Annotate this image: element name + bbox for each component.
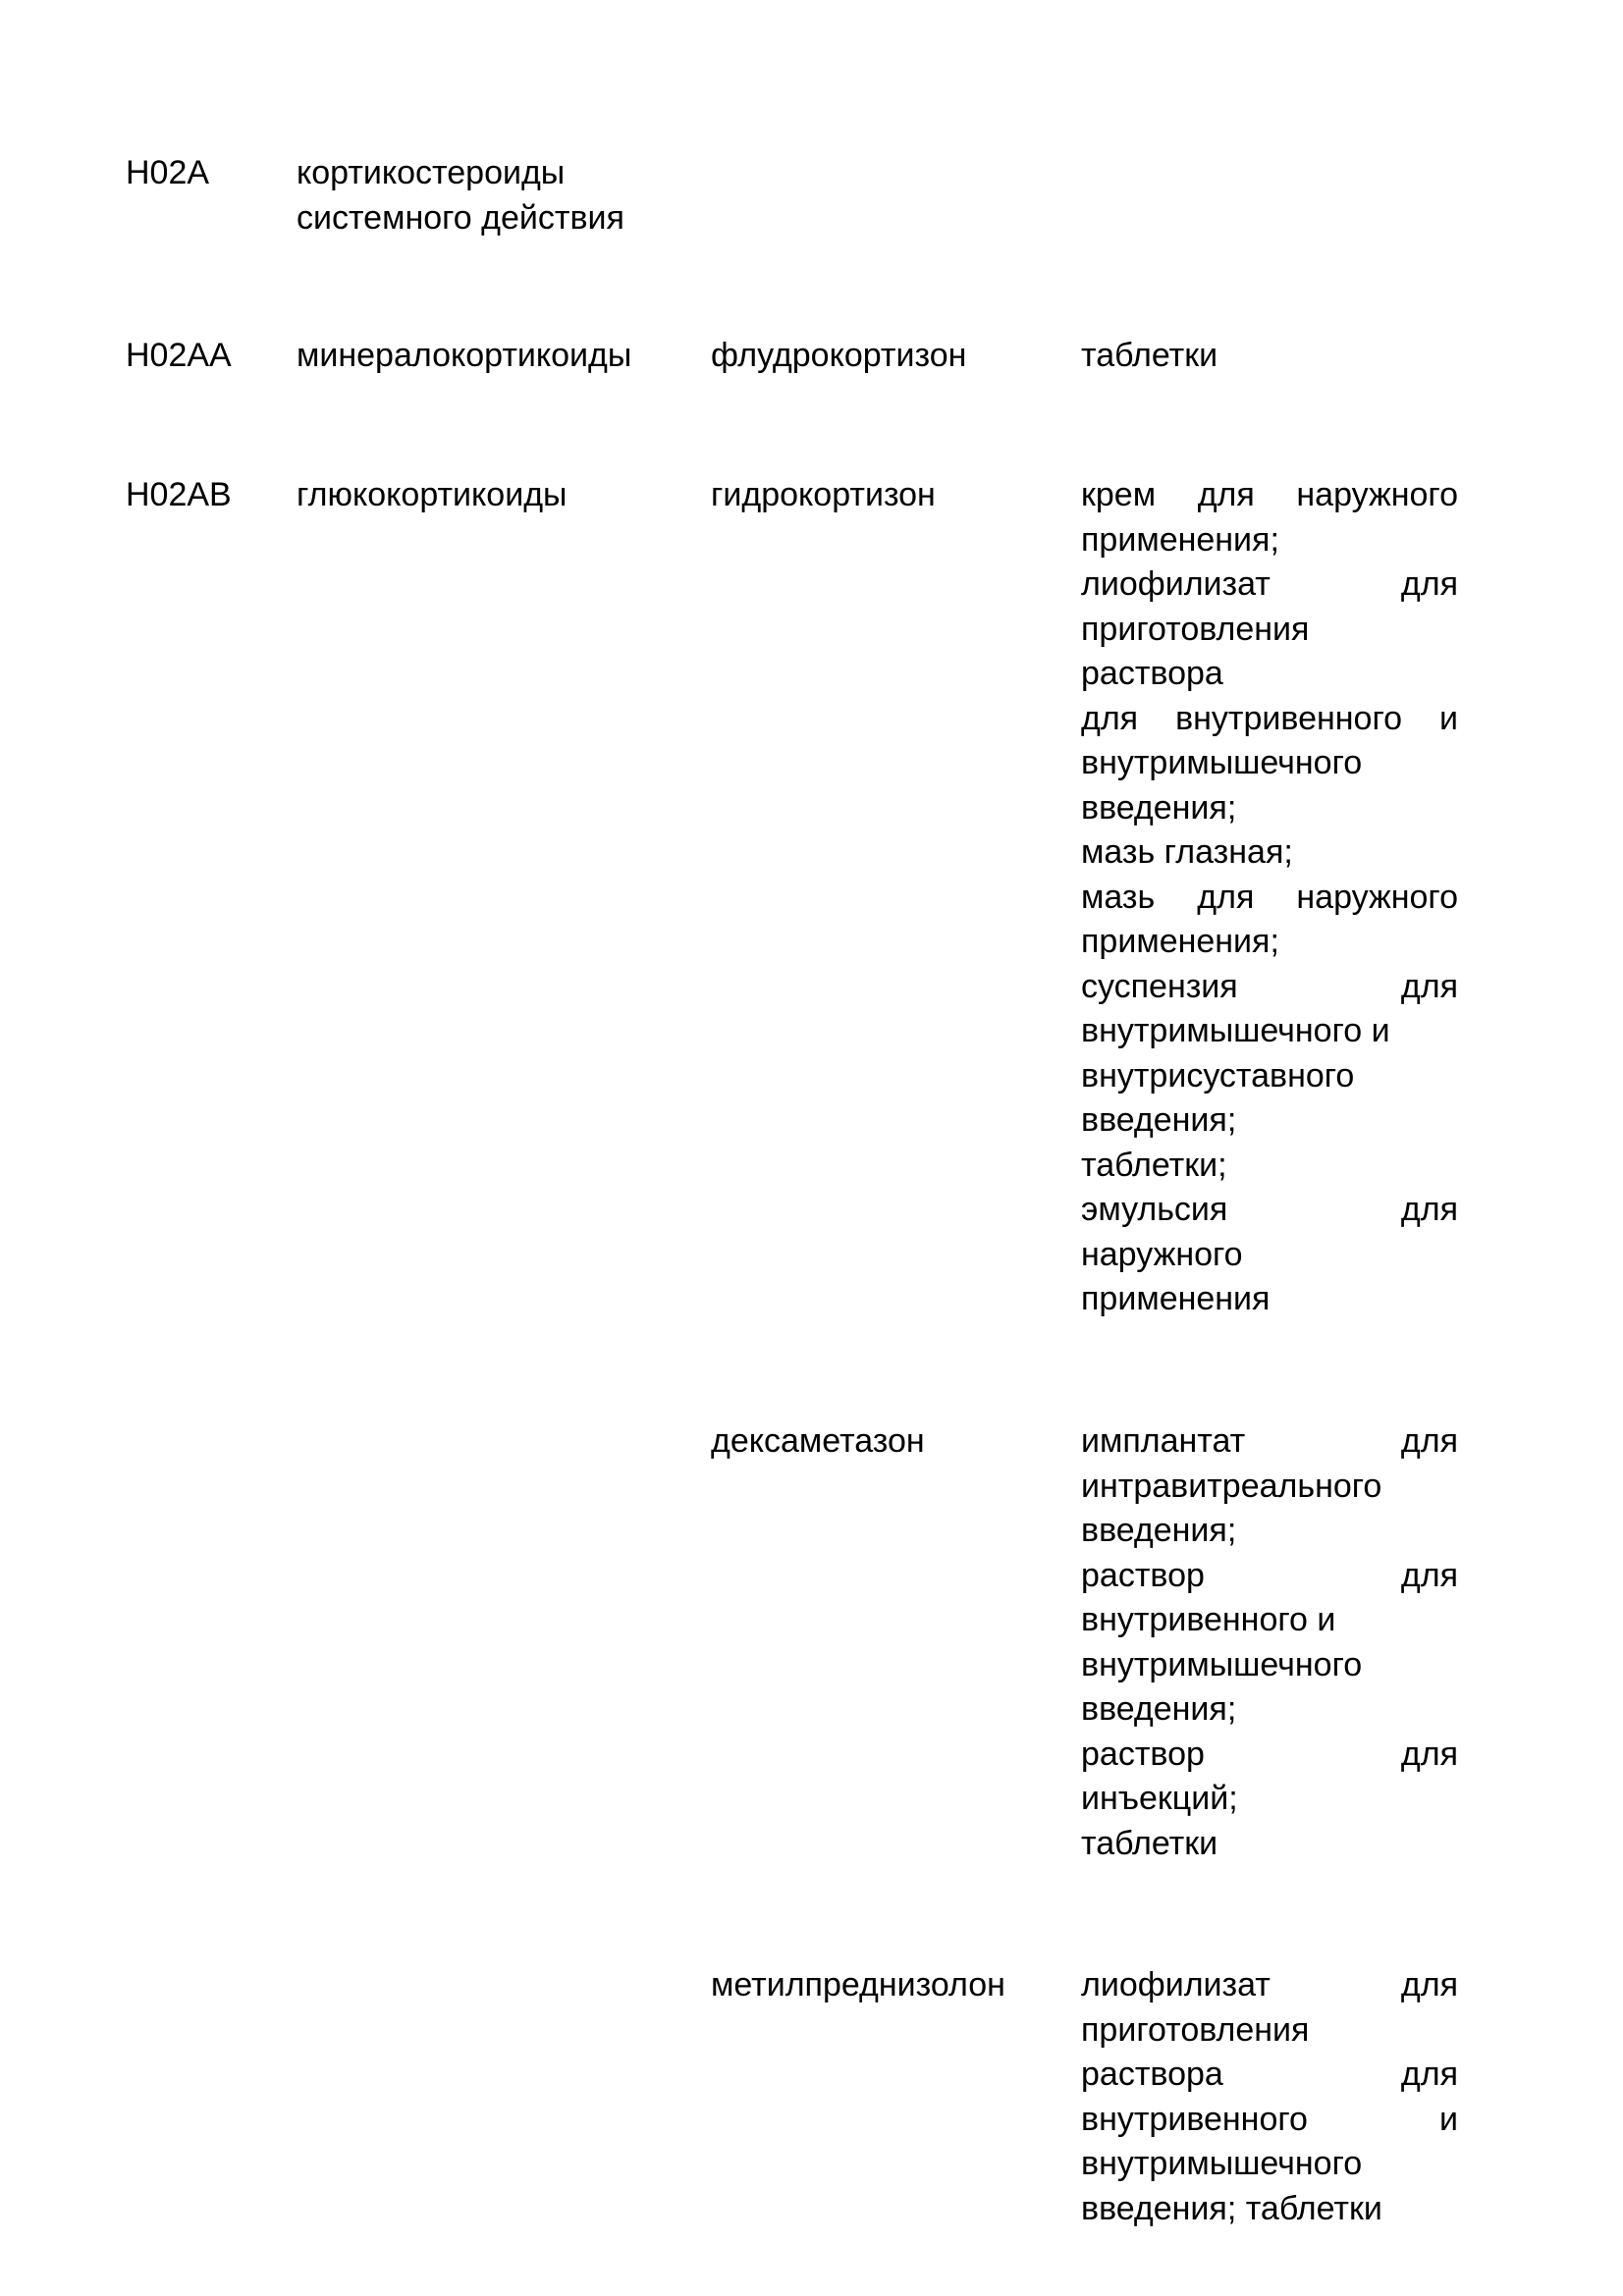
text-line: системного действия [297, 198, 624, 237]
text-line: раствора [1081, 655, 1223, 692]
word: раствора [1081, 2056, 1223, 2093]
word: для [1400, 1556, 1458, 1594]
word: раствор [1081, 1735, 1205, 1773]
text-line: внутримышечного и [1081, 1012, 1390, 1049]
text-line: введения; [1081, 1690, 1237, 1728]
drug-name: гидрокортизон [711, 476, 936, 513]
word: мазь [1081, 878, 1156, 916]
dosage-forms [1081, 473, 1458, 1322]
dosage-forms [1081, 1963, 1458, 2231]
text-line: таблетки; [1081, 1146, 1227, 1184]
text-line: приготовления [1081, 2010, 1310, 2049]
text-line: введения; [1081, 1101, 1237, 1139]
atc-code: H02AB [126, 476, 232, 513]
text-line: наружного [1081, 1235, 1243, 1273]
word: для [1400, 2056, 1458, 2093]
word: раствор [1081, 1556, 1205, 1594]
word: внутривенного [1175, 699, 1403, 737]
word: для [1400, 565, 1458, 603]
text-line [1081, 1554, 1458, 1599]
text-line [1081, 562, 1458, 608]
word: для [1081, 699, 1139, 737]
text-line [1081, 876, 1458, 921]
word: для [1197, 878, 1255, 916]
text-line: внутримышечного [1081, 1645, 1363, 1683]
text-line: введения; [1081, 1512, 1237, 1549]
word: для [1400, 967, 1458, 1005]
text-line: инъекций; [1081, 1780, 1238, 1817]
atc-group-name [297, 334, 689, 379]
text-line [1081, 1733, 1458, 1778]
text-line: внутривенного и [1081, 1601, 1336, 1638]
atc-group-name [297, 151, 689, 240]
drug-name: метилпреднизолон [711, 1966, 1005, 2003]
word: для [1197, 476, 1255, 513]
text-line: интравитреального [1081, 1467, 1382, 1505]
word: суспензия [1081, 967, 1238, 1005]
text-line [1081, 965, 1458, 1010]
word: эмульсия [1081, 1191, 1228, 1228]
text-line: приготовления [1081, 610, 1310, 648]
text-line [1081, 697, 1458, 742]
text-line [1081, 2053, 1458, 2098]
text-line: внутримышечного [1081, 744, 1363, 781]
dosage-forms [1081, 334, 1458, 379]
word: лиофилизат [1081, 565, 1271, 603]
word: для [1400, 1191, 1458, 1228]
dosage-forms [1081, 1419, 1458, 1866]
text-line: таблетки [1081, 337, 1218, 374]
text-line [1081, 2098, 1458, 2143]
word: наружного [1296, 476, 1458, 513]
word: наружного [1296, 878, 1458, 916]
text-line: введения; таблетки [1081, 2189, 1382, 2227]
word: крем [1081, 476, 1157, 513]
text-line: глюкокортикоиды [297, 476, 568, 513]
word: имплантат [1081, 1422, 1246, 1460]
atc-group-name [297, 473, 689, 518]
text-line [1081, 473, 1458, 518]
text-line: внутримышечного [1081, 2145, 1363, 2182]
text-line [1081, 1963, 1458, 2008]
text-line: применения; [1081, 520, 1279, 559]
text-line: таблетки [1081, 1824, 1218, 1862]
word: для [1400, 1966, 1458, 2003]
word: лиофилизат [1081, 1966, 1271, 2003]
word: и [1439, 2100, 1458, 2138]
text-line [1081, 1419, 1458, 1465]
text-line: применения [1081, 1280, 1271, 1317]
drug-name: флудрокортизон [711, 337, 967, 374]
atc-code: H02AA [126, 337, 232, 374]
text-line [1081, 1188, 1458, 1233]
text-line: минералокортикоиды [297, 337, 632, 374]
word: для [1400, 1735, 1458, 1773]
drug-name: дексаметазон [711, 1422, 925, 1460]
atc-code: H02A [126, 154, 210, 191]
word: для [1400, 1422, 1458, 1460]
text-line: мазь глазная; [1081, 833, 1293, 871]
text-line: применения; [1081, 923, 1279, 960]
word: внутривенного [1081, 2100, 1308, 2138]
word: и [1439, 699, 1458, 737]
text-line: внутрисуставного [1081, 1056, 1355, 1095]
text-line: кортикостероиды [297, 154, 566, 191]
text-line: введения; [1081, 788, 1237, 827]
